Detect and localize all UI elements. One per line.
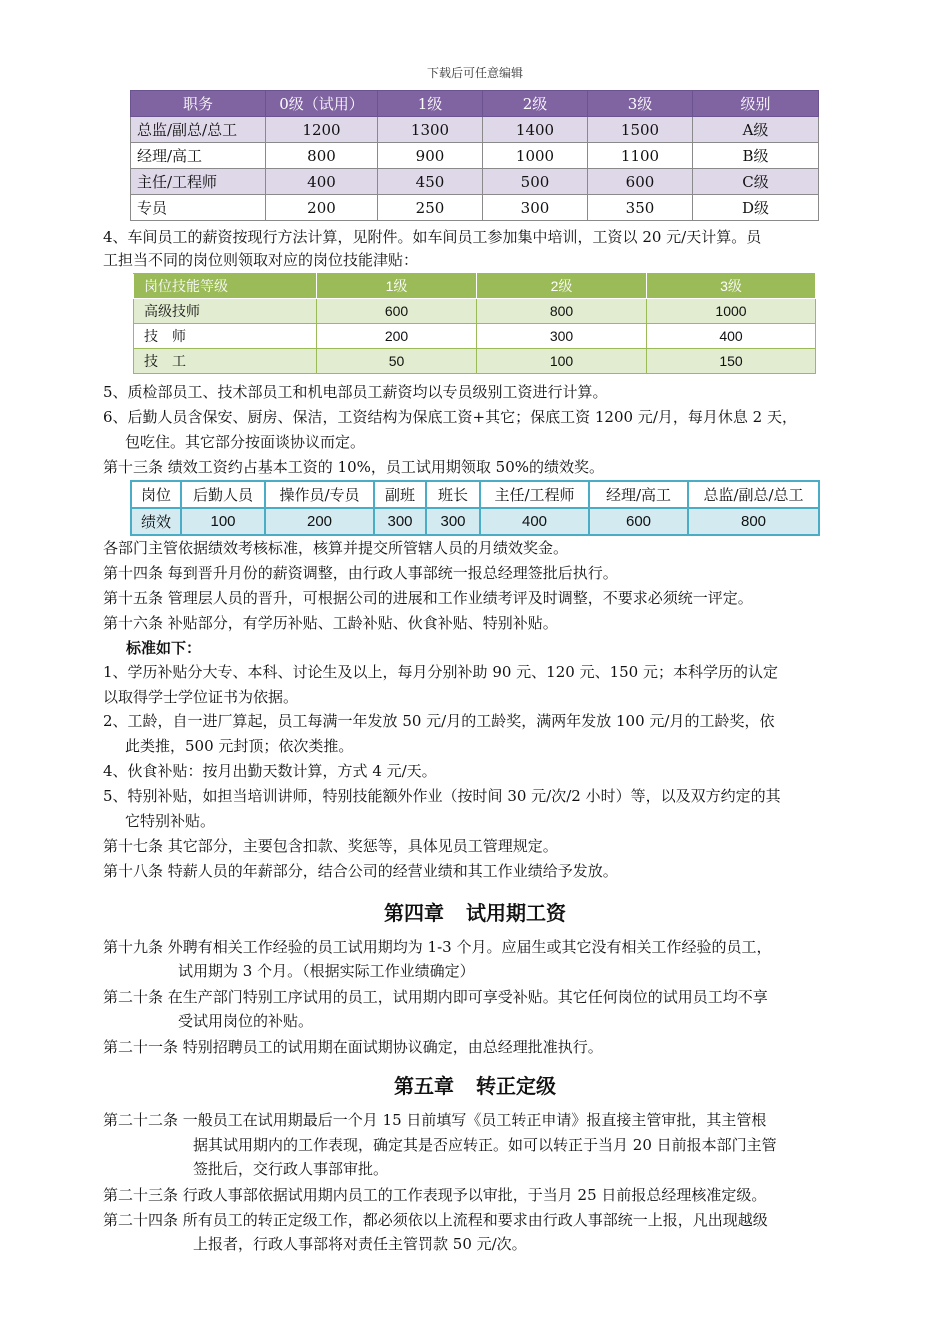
table-header-row [131, 481, 819, 508]
table-row [131, 143, 819, 169]
table-cell: 1500 [588, 117, 693, 143]
article-18: 第十八条 特薪人员的年薪部分，结合公司的经营业绩和其工作业绩给予发放。 [103, 862, 618, 880]
table-cell: 300 [483, 195, 588, 221]
paragraph-4-line-1: 4、车间员工的薪资按现行方法计算，见附件。如车间员工参加集中培训，工资以 20 元/天计算。员 [103, 228, 762, 246]
table-header-cell: 主任/工程师 [480, 481, 589, 508]
table-header-cell: 岗位 [131, 481, 181, 508]
table-cell: 400 [266, 169, 378, 195]
table-header-cell: 操作员/专员 [265, 481, 374, 508]
salary-grade-table [130, 90, 819, 221]
body-line: 此类推，500 元封顶；依次类推。 [125, 737, 354, 755]
table-cell: 专员 [131, 195, 266, 221]
table-row [131, 195, 819, 221]
table-cell: 主任/工程师 [131, 169, 266, 195]
table-header-row [131, 91, 819, 117]
article-21: 第二十一条 特别招聘员工的试用期在面试期协议确定，由总经理批准执行。 [103, 1038, 603, 1056]
table-cell: 900 [378, 143, 483, 169]
table-cell: 300 [477, 324, 647, 349]
table-cell: 450 [378, 169, 483, 195]
article-19-line-2: 试用期为 3 个月。（根据实际工作业绩确定） [178, 962, 475, 980]
body-line: 4、伙食补贴：按月出勤天数计算，方式 4 元/天。 [103, 762, 437, 780]
table-row [134, 349, 816, 374]
table-cell: 1100 [588, 143, 693, 169]
table-cell: D级 [693, 195, 819, 221]
paragraph-5: 5、质检部员工、技术部员工和机电部员工薪资均以专员级别工资进行计算。 [103, 383, 608, 401]
article-19-line-1: 第十九条 外聘有相关工作经验的员工试用期均为 1-3 个月。应届生或其它没有相关工作经验的员工， [103, 938, 772, 956]
article-20-line-1: 第二十条 在生产部门特别工序试用的员工，试用期内即可享受补贴。其它任何岗位的试用员工均不享 [103, 988, 768, 1006]
table-cell: 1000 [647, 299, 816, 324]
body-line: 5、特别补贴，如担当培训讲师，特别技能额外作业（按时间 30 元/次/2 小时）等，以及双方约定的其 [103, 787, 781, 805]
table-row [134, 324, 816, 349]
table-cell: 400 [647, 324, 816, 349]
table-header-cell: 副班 [374, 481, 426, 508]
body-line: 以取得学士学位证书为依据。 [103, 688, 299, 706]
table-cell: 100 [477, 349, 647, 374]
table-header-cell: 1级 [317, 274, 477, 299]
table-header-cell: 2级 [477, 274, 647, 299]
skill-allowance-table [133, 273, 816, 374]
table-header-cell: 1级 [378, 91, 483, 117]
table-cell: 800 [477, 299, 647, 324]
body-line: 它特别补贴。 [125, 812, 216, 830]
table-cell: 50 [317, 349, 477, 374]
table-cell: 100 [181, 508, 265, 535]
article-14: 第十四条 每到晋升月份的薪资调整，由行政人事部统一报总经理签批后执行。 [103, 564, 618, 582]
article-13: 第十三条 绩效工资约占基本工资的 10%，员工试用期领取 50%的绩效奖。 [103, 458, 604, 476]
table-header-cell: 总监/副总/总工 [688, 481, 819, 508]
table-cell: 600 [589, 508, 688, 535]
table-cell: 800 [688, 508, 819, 535]
table-header-cell: 经理/高工 [589, 481, 688, 508]
body-line: 1、学历补贴分大专、本科、讨论生及以上，每月分别补助 90 元、120 元、150 元；本科学历的认定 [103, 663, 778, 681]
article-20-line-2: 受试用岗位的补贴。 [178, 1012, 314, 1030]
table-cell: 400 [480, 508, 589, 535]
table-cell: 150 [647, 349, 816, 374]
table-cell: 350 [588, 195, 693, 221]
table-cell: 经理/高工 [131, 143, 266, 169]
performance-pay-table [130, 480, 820, 536]
table-cell: 200 [265, 508, 374, 535]
table-header-cell: 班长 [426, 481, 480, 508]
table-cell: 1300 [378, 117, 483, 143]
table-cell: B级 [693, 143, 819, 169]
table-cell: 250 [378, 195, 483, 221]
table-cell: 1000 [483, 143, 588, 169]
chapter-4-heading [0, 897, 950, 926]
table-header-cell: 2级 [483, 91, 588, 117]
table-cell: 300 [374, 508, 426, 535]
table-header-row [134, 274, 816, 299]
table-cell: 技 工 [134, 349, 317, 374]
table-header-cell: 职务 [131, 91, 266, 117]
body-line: 各部门主管依据绩效考核标准，核算并提交所管辖人员的月绩效奖金。 [103, 539, 569, 557]
table-row [131, 169, 819, 195]
table-cell: 绩效 [131, 508, 181, 535]
article-17: 第十七条 其它部分，主要包含扣款、奖惩等，具体见员工管理规定。 [103, 837, 558, 855]
page-header: 下载后可任意编辑 [426, 66, 523, 80]
table-cell: A级 [693, 117, 819, 143]
table-header-cell: 3级 [588, 91, 693, 117]
body-line: 2、工龄，自一进厂算起，员工每满一年发放 50 元/月的工龄奖，满两年发放 100 元/月的工龄奖，依 [103, 712, 775, 730]
table-cell: 200 [266, 195, 378, 221]
table-cell: 高级技师 [134, 299, 317, 324]
table-header-cell: 3级 [647, 274, 816, 299]
article-24-line-2: 上报者，行政人事部将对责任主管罚款 50 元/次。 [193, 1235, 527, 1253]
article-23: 第二十三条 行政人事部依据试用期内员工的工作表现予以审批，于当月 25 日前报总经理核准定级。 [103, 1186, 767, 1204]
table-cell: 技 师 [134, 324, 317, 349]
chapter-number: 第四章 [384, 901, 444, 925]
table-header-cell: 0级（试用） [266, 91, 378, 117]
table-header-cell: 级别 [693, 91, 819, 117]
article-15: 第十五条 管理层人员的晋升，可根据公司的进展和工作业绩考评及时调整，不要求必须统一评定。 [103, 589, 753, 607]
table-header-cell: 岗位技能等级 [134, 274, 317, 299]
article-24-line-1: 第二十四条 所有员工的转正定级工作，都必须依以上流程和要求由行政人事部统一上报，凡出现越级 [103, 1211, 768, 1229]
paragraph-6-line-1: 6、后勤人员含保安、厨房、保洁，工资结构为保底工资+其它；保底工资 1200 元/月，每月休息 2 天， [103, 408, 797, 426]
paragraph-6-line-2: 包吃住。其它部分按面谈协议而定。 [125, 433, 366, 451]
chapter-title: 试用期工资 [466, 901, 566, 925]
table-cell: 1400 [483, 117, 588, 143]
chapter-5-heading [0, 1070, 950, 1099]
chapter-number: 第五章 [394, 1074, 454, 1098]
table-cell: 800 [266, 143, 378, 169]
table-cell: 总监/副总/总工 [131, 117, 266, 143]
table-row [131, 508, 819, 535]
table-cell: 200 [317, 324, 477, 349]
table-cell: 600 [317, 299, 477, 324]
table-row [134, 299, 816, 324]
table-row [131, 117, 819, 143]
table-cell: 500 [483, 169, 588, 195]
chapter-title: 转正定级 [476, 1074, 556, 1098]
table-cell: 300 [426, 508, 480, 535]
article-22-line-1: 第二十二条 一般员工在试用期最后一个月 15 日前填写《员工转正申请》报直接主管审批，其主管根 [103, 1111, 767, 1129]
article-22-line-2: 据其试用期内的工作表现，确定其是否应转正。如可以转正于当月 20 日前报本部门主管 [193, 1136, 777, 1154]
article-16: 第十六条 补贴部分，有学历补贴、工龄补贴、伙食补贴、特别补贴。 [103, 614, 558, 632]
table-cell: C级 [693, 169, 819, 195]
article-22-line-3: 签批后，交行政人事部审批。 [193, 1160, 389, 1178]
table-cell: 600 [588, 169, 693, 195]
paragraph-4-line-2: 工担当不同的岗位则领取对应的岗位技能津贴： [103, 251, 419, 269]
table-header-cell: 后勤人员 [181, 481, 265, 508]
table-cell: 1200 [266, 117, 378, 143]
standard-heading: 标准如下： [126, 639, 202, 657]
